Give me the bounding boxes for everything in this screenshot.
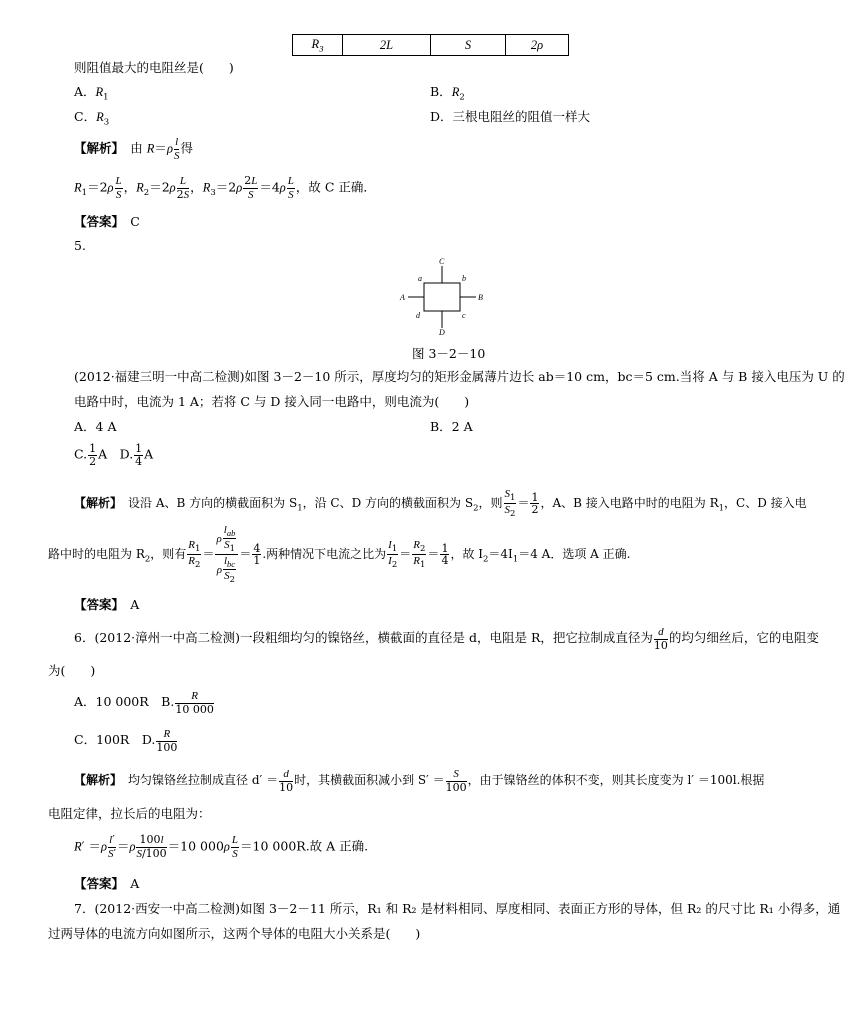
q7-line1: 7．(2012·西安一中高二检测)如图 3－2－11 所示，R₁ 和 R₂ 是材料相同、厚度相同、表面正方形的导体，但 R₂ 的尺寸比 R₁ 小得多，通 bbox=[74, 901, 841, 916]
q6-stem-line1: 6．(2012·漳州一中高二检测)一段粗细均匀的镍铬丝，横截面的直径是 d，电阻是 R，把它拉制成直径为 $\frac{d}{10}$ 的均匀细丝后，它的电阻变 bbox=[74, 626, 819, 652]
fig-label-d: d bbox=[416, 311, 420, 320]
q4-stem: 则阻值最大的电阻丝是( ) bbox=[74, 60, 234, 75]
resistor-table-row bbox=[292, 34, 569, 56]
q4-option-c: C．$R_3$ bbox=[74, 109, 110, 128]
fig-label-b-upper: B bbox=[478, 293, 483, 302]
q5-stem-line2: 电路中时，电流为 1 A；若将 C 与 D 接入同一电路中，则电流为( ) bbox=[74, 394, 470, 409]
table-cell: 2ρ bbox=[506, 35, 569, 56]
q5-number: 5. bbox=[74, 238, 86, 253]
fig-label-b: b bbox=[462, 274, 466, 283]
table-cell: 2L bbox=[343, 35, 431, 56]
fig-label-a: a bbox=[418, 274, 422, 283]
q6-answer: 【答案】 A bbox=[74, 876, 140, 891]
fig-label-c: C bbox=[439, 257, 445, 266]
q6-formula: R′ ＝ρ $\frac{l'}{S'}$ ＝ρ $\frac{100l}{S/100}$ ＝10 000ρ $\frac{L}{S}$ ＝10 000R.故 A 正确. bbox=[74, 833, 369, 860]
fig-label-a-upper: A bbox=[400, 293, 405, 302]
fig-label-c-lower: c bbox=[462, 311, 466, 320]
q4-formula: $R_1=2\rho$ $\frac{L}{S}$ ，$R_2=2\rho$ $\frac{L}{2S}$ ，$R_3=2\rho$ $\frac{2L}{S}$ ＝4ρ $\frac{L}{S}$ ，故 C 正确． bbox=[74, 174, 376, 201]
q4-option-d: D．三根电阻丝的阻值一样大 bbox=[430, 109, 591, 124]
q4-analysis: 【解析】 由 R＝ρ $\frac{l}{S}$ 得 bbox=[74, 136, 193, 162]
q5-option-b: B．2 A bbox=[430, 419, 473, 434]
q4-option-b: B．$R_2$ bbox=[430, 84, 465, 103]
q4-answer: 【答案】 C bbox=[74, 214, 140, 229]
q5-answer: 【答案】 A bbox=[74, 597, 140, 612]
q5-analysis-line1: 【解析】 设沿 A、B 方向的横截面积为 $S_1$，沿 C、D 方向的横截面积为 $S_2$，则 $\frac{S_1}{S_2}$ ＝ $\frac{1}{2}$ ，A、B 接入电路中时的电阻为 $R_1$，C、D 接入电 bbox=[74, 488, 807, 520]
table-cell: $R_3$ bbox=[293, 35, 343, 56]
q6-analysis-line1: 【解析】 均匀镍铬丝拉制成直径 d′ ＝ $\frac{d}{10}$ 时，其横截面积减小到 S′ ＝ $\frac{S}{100}$ ，由于镍铬丝的体积不变，则其长度变为 l′ ＝100l.根据 bbox=[74, 768, 765, 794]
q6-options-cd: C．100R D. $\frac{R}{100}$ bbox=[74, 728, 178, 754]
q6-analysis-line2: 电阻定律，拉长后的电阻为： bbox=[48, 806, 211, 821]
q5-figure bbox=[398, 256, 488, 336]
q5-stem-line1: (2012·福建三明一中高二检测)如图 3－2－10 所示，厚度均匀的矩形金属薄片边长 ab＝10 cm，bc＝5 cm.当将 A 与 B 接入电压为 U 的 bbox=[74, 369, 845, 384]
q4-option-a: A．$R_1$ bbox=[74, 84, 109, 103]
table-cell: S bbox=[431, 35, 506, 56]
q5-option-a: A．4 A bbox=[74, 419, 117, 434]
q5-figure-caption: 图 3－2－10 bbox=[412, 346, 486, 361]
fig-label-d-upper: D bbox=[439, 328, 445, 336]
q6-options-ab: A．10 000R B. $\frac{R}{10 000}$ bbox=[74, 690, 214, 716]
q7-line2: 过两导体的电流方向如图所示，这两个导体的电阻大小关系是( ) bbox=[48, 926, 421, 941]
q6-stem-line2: 为( ) bbox=[48, 663, 96, 678]
q5-option-cd: C. $\frac{1}{2}$ A D. $\frac{1}{4}$ A bbox=[74, 442, 154, 468]
q5-analysis-line2: 路中时的电阻为 $R_2$，则有 $\frac{R_1}{R_2}$ ＝ ρ $\frac{l_{ab}}{S_1}$ ρ $\frac{l_{bc}}{S_2}$ ＝ $\frac{4}{1}$ .两种情况下电流之比为 $\frac{I_1}{I_2}$ ＝ $\frac{R_2}{R_1}$ ＝ $\frac{1}{4}$ ，故 $I_2=4I_1=4$ A．选项 A 正确. bbox=[48, 524, 631, 586]
